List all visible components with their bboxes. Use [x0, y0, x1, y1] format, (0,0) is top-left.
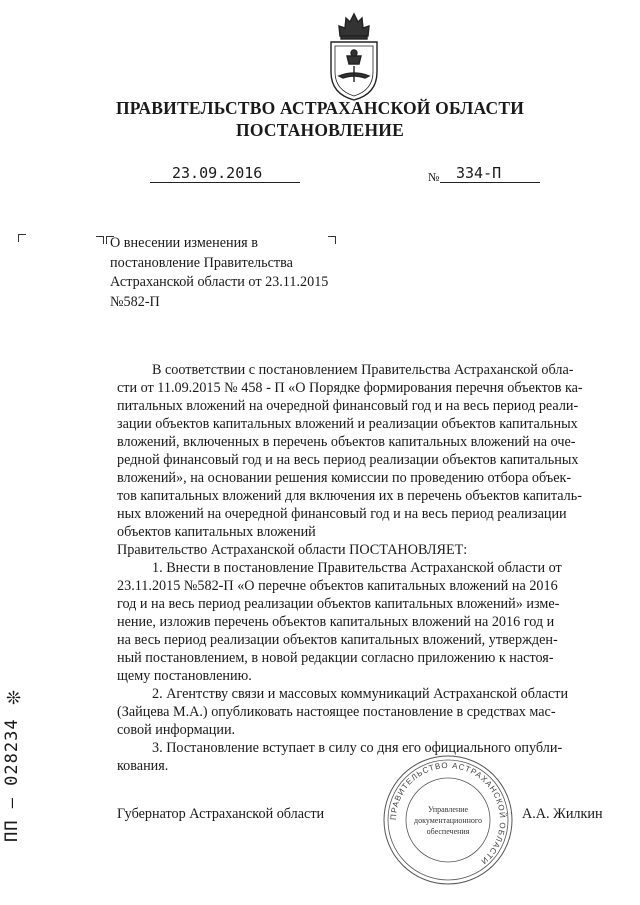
body-line: ный постановлением, в новой редакции согласно приложению к настоя- [117, 650, 554, 666]
document-type-title: ПОСТАНОВЛЕНИЕ [236, 120, 404, 140]
organization-title: ПРАВИТЕЛЬСТВО АСТРАХАНСКОЙ ОБЛАСТИ [115, 98, 525, 118]
document-date: 23.09.2016 [172, 164, 263, 182]
body-line: 2. Агентству связи и массовых коммуникаций Астраханской области [152, 686, 569, 702]
date-underline [150, 182, 300, 183]
corner-mark [96, 236, 104, 244]
number-prefix: № [428, 170, 440, 184]
seal-ring-text: ПРАВИТЕЛЬСТВО АСТРАХАНСКОЙ ОБЛАСТИ [388, 760, 508, 867]
side-star-mark: ❊ [6, 688, 22, 708]
seal-text: обеспечения [426, 827, 470, 836]
body-line: совой информации. [117, 722, 236, 738]
body-line: нение, изложив перечень объектов капитальных вложений на 2016 год и [117, 614, 555, 630]
body-line: 23.11.2015 №582-П «О перечне объектов капитальных вложений на 2016 [117, 578, 558, 594]
coat-of-arms-icon [325, 12, 383, 102]
body-line: 1. Внести в постановление Правительства Астраханской области от [152, 560, 562, 576]
document-number: 334-П [456, 164, 502, 182]
body-line: щему постановлению. [117, 668, 252, 684]
body-line: кования. [117, 758, 169, 774]
signatory-name: А.А. Жилкин [522, 806, 603, 822]
body-line: сти от 11.09.2015 № 458 - П «О Порядке формирования перечня объектов ка- [117, 380, 583, 396]
body-line: 3. Постановление вступает в силу со дня его официального опубли- [152, 740, 563, 756]
seal-text: Управление [427, 805, 469, 814]
body-line: вложений», на основании решения комиссии по проведению отбора объек- [117, 470, 572, 486]
body-line: (Зайцева М.А.) опубликовать настоящее постановление в средствах мас- [117, 704, 556, 720]
body-line: питальных вложений на очередной финансовый год и на весь период реали- [117, 398, 579, 414]
body-line: Правительство Астраханской области ПОСТАНОВЛЯЕТ: [117, 542, 468, 558]
body-line: тов капитальных вложений для включения их в перечень объектов капиталь- [117, 488, 582, 504]
body-line: редной финансовый год и на весь период реализации объектов капитальных [117, 452, 579, 468]
body-line: объектов капитальных вложений [117, 524, 316, 540]
body-line: вложений, включенных в перечень объектов капитальных вложений на оче- [117, 434, 576, 450]
body-line: В соответствии с постановлением Правительства Астраханской обла- [152, 362, 574, 378]
body-line: на весь период реализации объектов капитальных вложений, утвержден- [117, 632, 558, 648]
official-seal-icon [380, 752, 516, 888]
body-line: зации объектов капитальных вложений и реализации объектов капитальных [117, 416, 578, 432]
registration-number: ПП – 028234 [2, 718, 22, 842]
document-subject: О внесении изменения в постановление Правительства Астраханской области от 23.11.2015 №582-П [110, 235, 329, 310]
signatory-title: Губернатор Астраханской области [117, 806, 325, 822]
body-line: ных вложений на очередной финансовый год и на весь период реализации [117, 506, 567, 522]
corner-mark [18, 234, 26, 242]
seal-text: документационного [414, 816, 482, 825]
body-line: год и на весь период реализации объектов капитальных вложений» изме- [117, 596, 560, 612]
number-underline [440, 182, 540, 183]
